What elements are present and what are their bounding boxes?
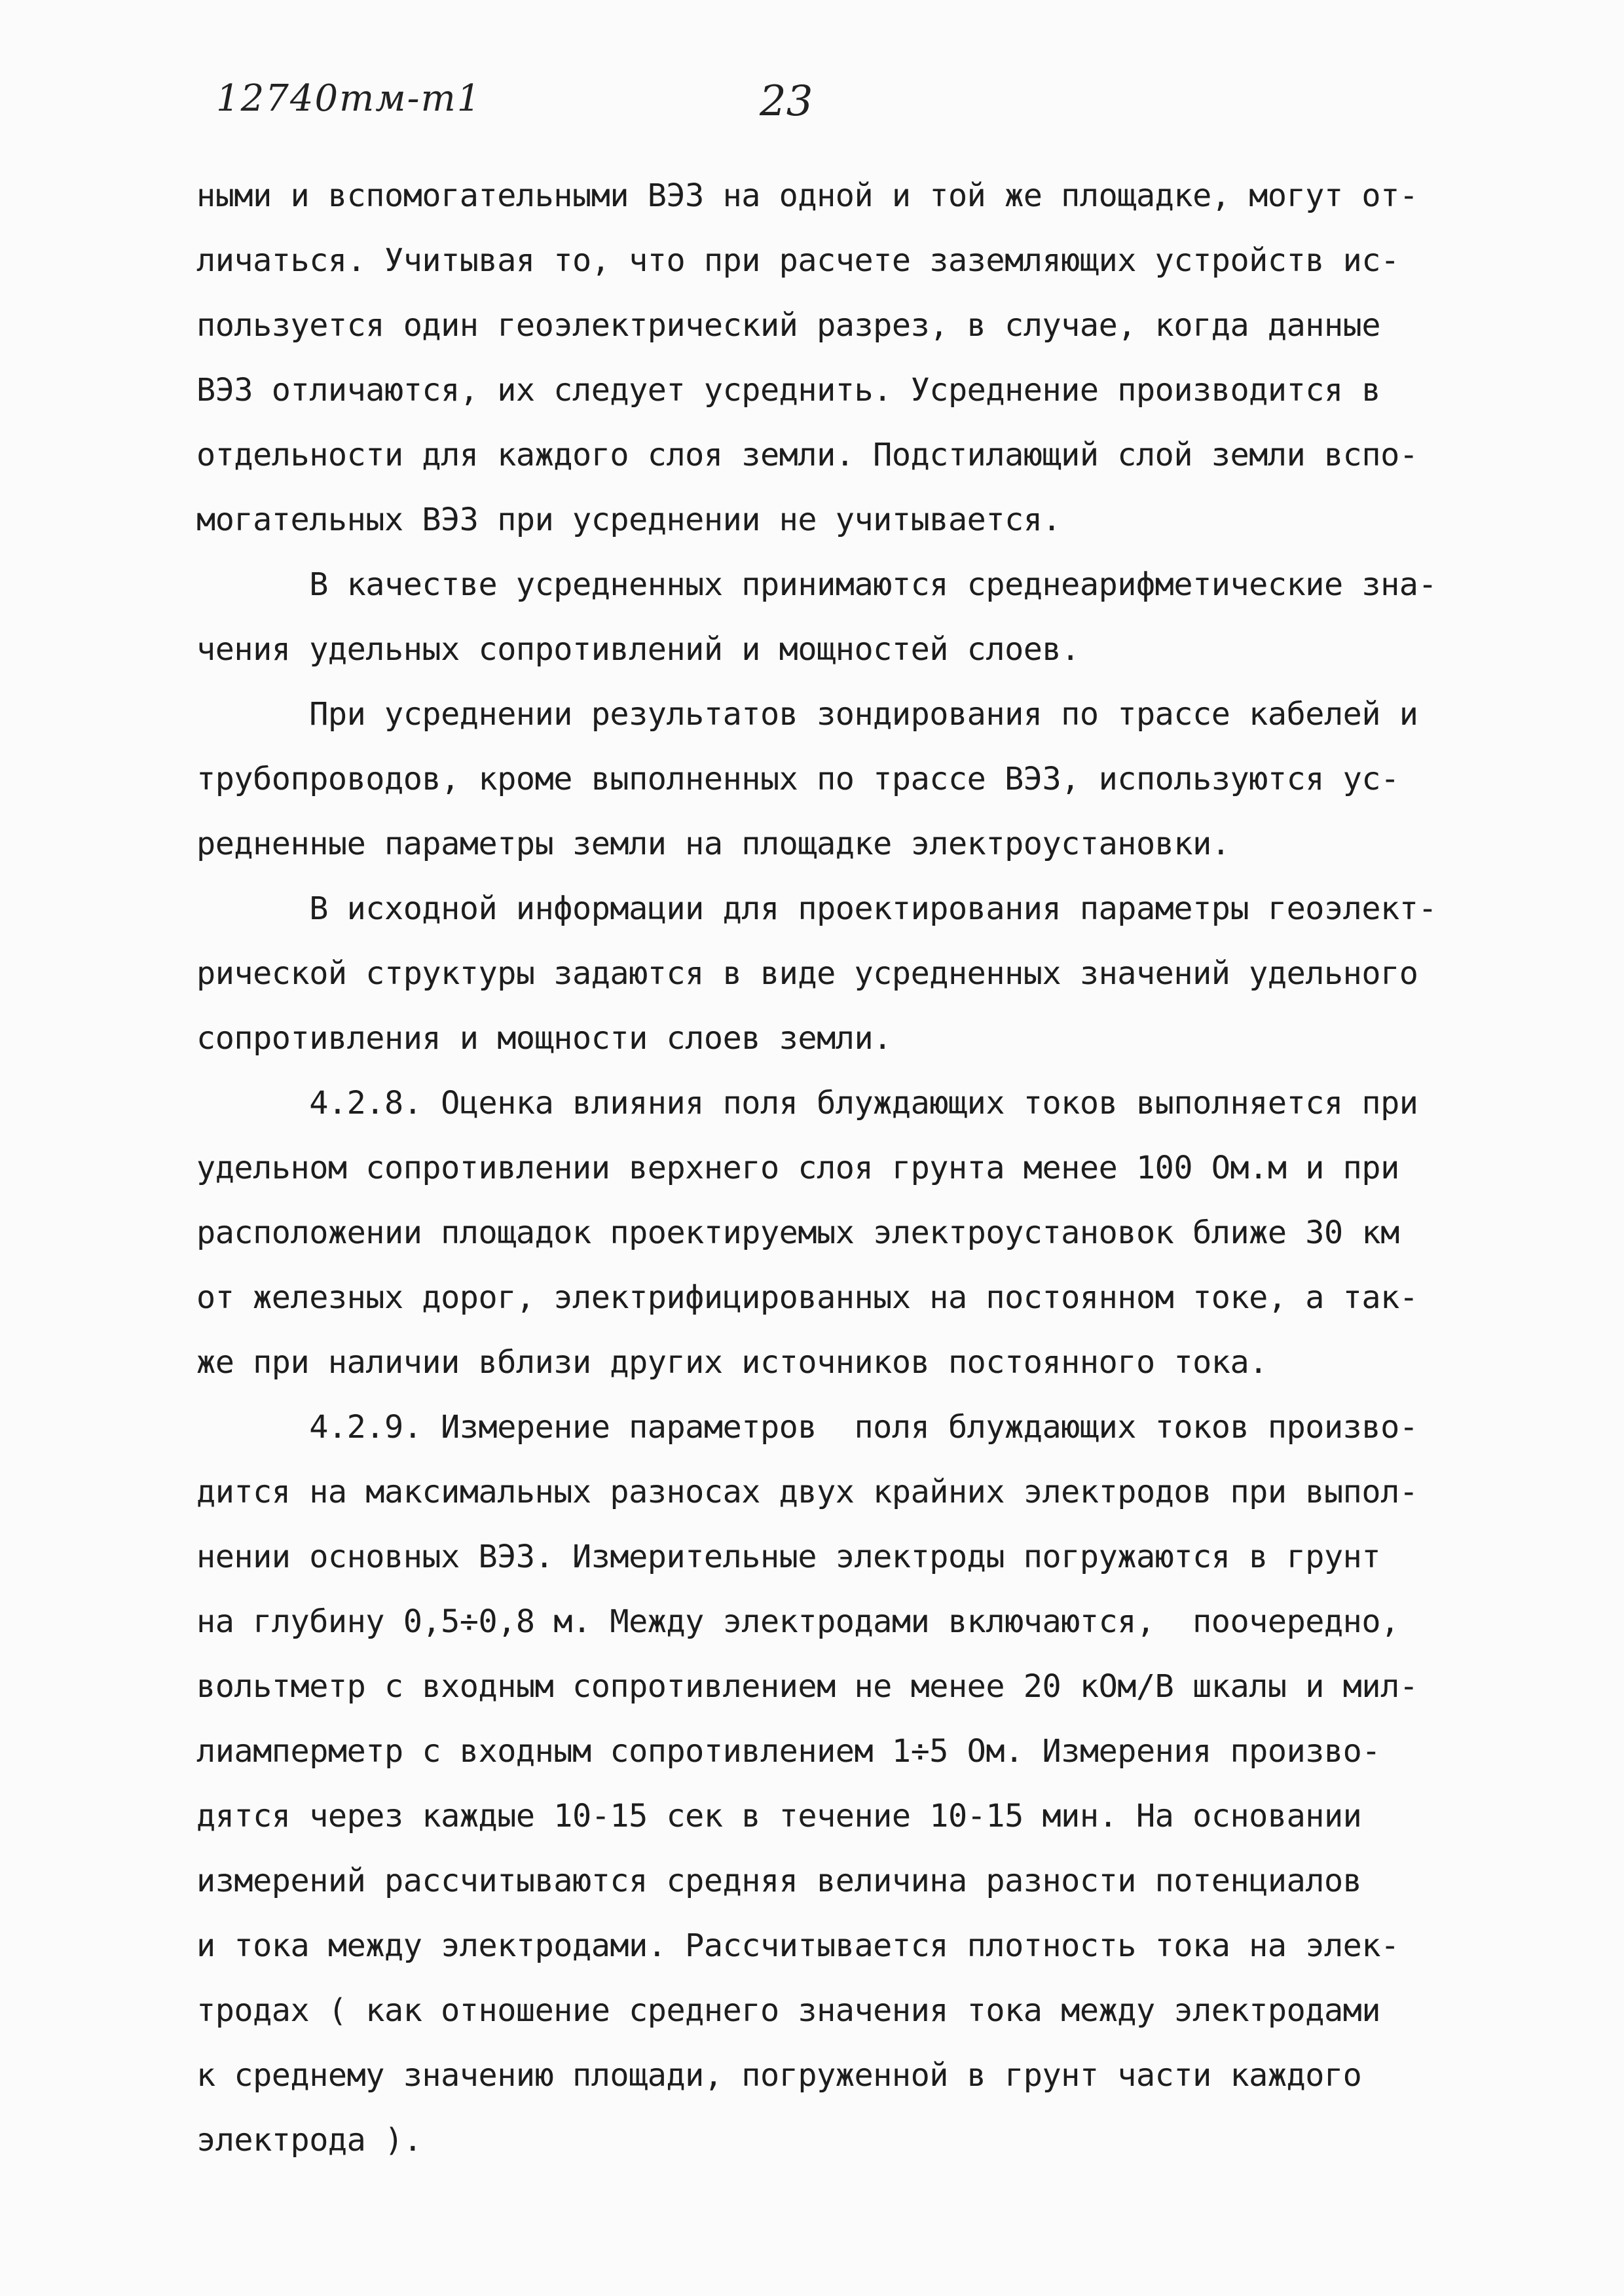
text-line: электрода ).	[196, 2122, 422, 2159]
text-line: сопротивления и мощности слоев земли.	[196, 1020, 892, 1057]
text-line: и тока между электродами. Рассчитывается плотность тока на элек-	[196, 1927, 1399, 1964]
text-line: дятся через каждые 10-15 сек в течение 10-15 мин. На основании	[196, 1798, 1362, 1834]
text-line: редненные параметры земли на площадке электроустановки.	[196, 826, 1230, 862]
text-line: от железных дорог, электрифицированных на постоянном токе, а так-	[196, 1279, 1418, 1316]
text-line: к среднему значению площади, погруженной в грунт части каждого	[196, 2057, 1362, 2094]
text-line: рической структуры задаются в виде усредненных значений удельного	[196, 955, 1418, 992]
text-line: нении основных ВЭЗ. Измерительные электроды погружаются в грунт	[196, 1539, 1381, 1575]
text-line: чения удельных сопротивлений и мощностей слоев.	[196, 631, 1080, 668]
text-line: В исходной информации для проектирования параметры геоэлект-	[196, 890, 1437, 927]
text-line: измерений рассчитываются средняя величина разности потенциалов	[196, 1863, 1362, 1899]
text-line: вольтметр с входным сопротивлением не менее 20 кОм/В шкалы и мил-	[196, 1668, 1418, 1705]
body-text	[196, 164, 1500, 2173]
text-line: могательных ВЭЗ при усреднении не учитывается.	[196, 501, 1061, 538]
text-line: дится на максимальных разносах двух крайних электродов при выпол-	[196, 1474, 1418, 1510]
text-line: пользуется один геоэлектрический разрез, в случае, когда данные	[196, 307, 1381, 344]
text-line: 4.2.8. Оценка влияния поля блуждающих токов выполняется при	[196, 1085, 1418, 1121]
text-line: В качестве усредненных принимаются среднеарифметические зна-	[196, 566, 1437, 603]
text-line: личаться. Учитывая то, что при расчете заземляющих устройств ис-	[196, 242, 1399, 279]
text-line: ВЭЗ отличаются, их следует усреднить. Усреднение производится в	[196, 372, 1381, 409]
text-line: трубопроводов, кроме выполненных по трассе ВЭЗ, используются ус-	[196, 761, 1399, 797]
text-line: При усреднении результатов зондирования по трассе кабелей и	[196, 696, 1418, 733]
text-line: же при наличии вблизи других источников постоянного тока.	[196, 1344, 1268, 1381]
page-number: 23	[760, 77, 813, 126]
text-line: 4.2.9. Измерение параметров поля блуждающих токов произво-	[196, 1409, 1418, 1446]
text-line: отдельности для каждого слоя земли. Подстилающий слой земли вспо-	[196, 437, 1418, 473]
text-line: лиамперметр с входным сопротивлением 1÷5 Ом. Измерения произво-	[196, 1733, 1381, 1770]
text-line: ными и вспомогательными ВЭЗ на одной и той же площадке, могут от-	[196, 177, 1418, 214]
document-code: 12740тм-т1	[216, 77, 482, 120]
text-line: на глубину 0,5÷0,8 м. Между электродами включаются, поочередно,	[196, 1603, 1399, 1640]
text-line: расположении площадок проектируемых электроустановок ближе 30 км	[196, 1214, 1399, 1251]
text-line: удельном сопротивлении верхнего слоя грунта менее 100 Ом.м и при	[196, 1150, 1399, 1186]
text-line: тродах ( как отношение среднего значения тока между электродами	[196, 1992, 1381, 2029]
